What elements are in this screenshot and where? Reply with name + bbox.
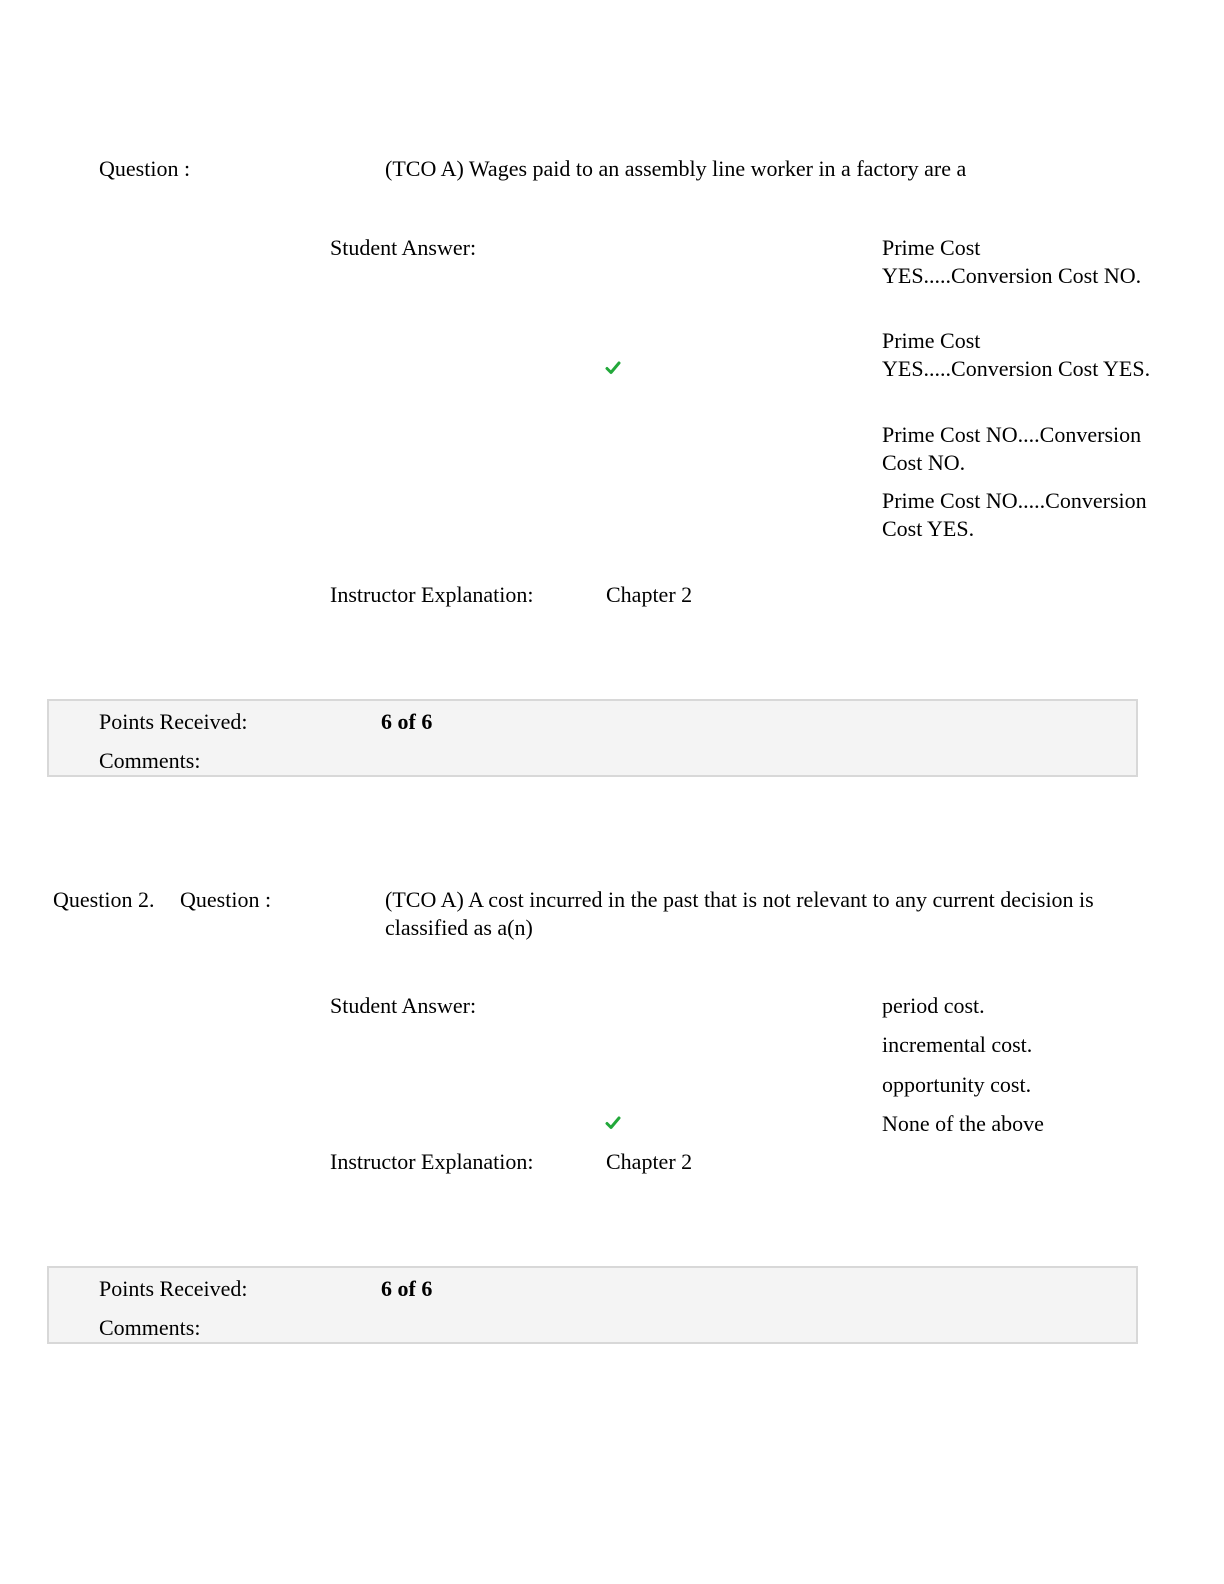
points-received-label: Points Received: xyxy=(99,1276,248,1301)
answer-option: period cost. xyxy=(882,993,985,1018)
answer-option-correct: None of the above xyxy=(882,1111,1044,1136)
student-answer-label: Student Answer: xyxy=(330,993,477,1018)
check-icon xyxy=(605,360,621,376)
question-number: Question 2. xyxy=(53,887,155,912)
instructor-explanation-text: Chapter 2 xyxy=(606,582,693,607)
check-icon xyxy=(605,1115,621,1131)
points-panel xyxy=(47,1266,1138,1344)
answer-option: Prime Cost NO.....Conversion Cost YES. xyxy=(882,488,1147,541)
points-received-label: Points Received: xyxy=(99,709,248,734)
instructor-explanation-label: Instructor Explanation: xyxy=(330,582,534,607)
question-text: (TCO A) A cost incurred in the past that is not relevant to any current decision is classified as a(n) xyxy=(385,887,1094,940)
points-panel xyxy=(47,699,1138,777)
comments-label: Comments: xyxy=(99,748,201,773)
answer-option: Prime Cost YES.....Conversion Cost NO. xyxy=(882,235,1142,288)
student-answer-label: Student Answer: xyxy=(330,235,477,260)
instructor-explanation-text: Chapter 2 xyxy=(606,1149,693,1174)
points-received-value: 6 of 6 xyxy=(381,1276,433,1301)
question-label: Question : xyxy=(180,887,272,912)
answer-option: Prime Cost NO....Conversion Cost NO. xyxy=(882,422,1142,475)
instructor-explanation-label: Instructor Explanation: xyxy=(330,1149,534,1174)
points-received-value: 6 of 6 xyxy=(381,709,433,734)
comments-label: Comments: xyxy=(99,1315,201,1340)
answer-option: incremental cost. xyxy=(882,1032,1033,1057)
question-text: (TCO A) Wages paid to an assembly line worker in a factory are a xyxy=(385,156,967,181)
answer-option-correct: Prime Cost YES.....Conversion Cost YES. xyxy=(882,328,1151,381)
answer-option: opportunity cost. xyxy=(882,1072,1032,1097)
question-label: Question : xyxy=(99,156,191,181)
